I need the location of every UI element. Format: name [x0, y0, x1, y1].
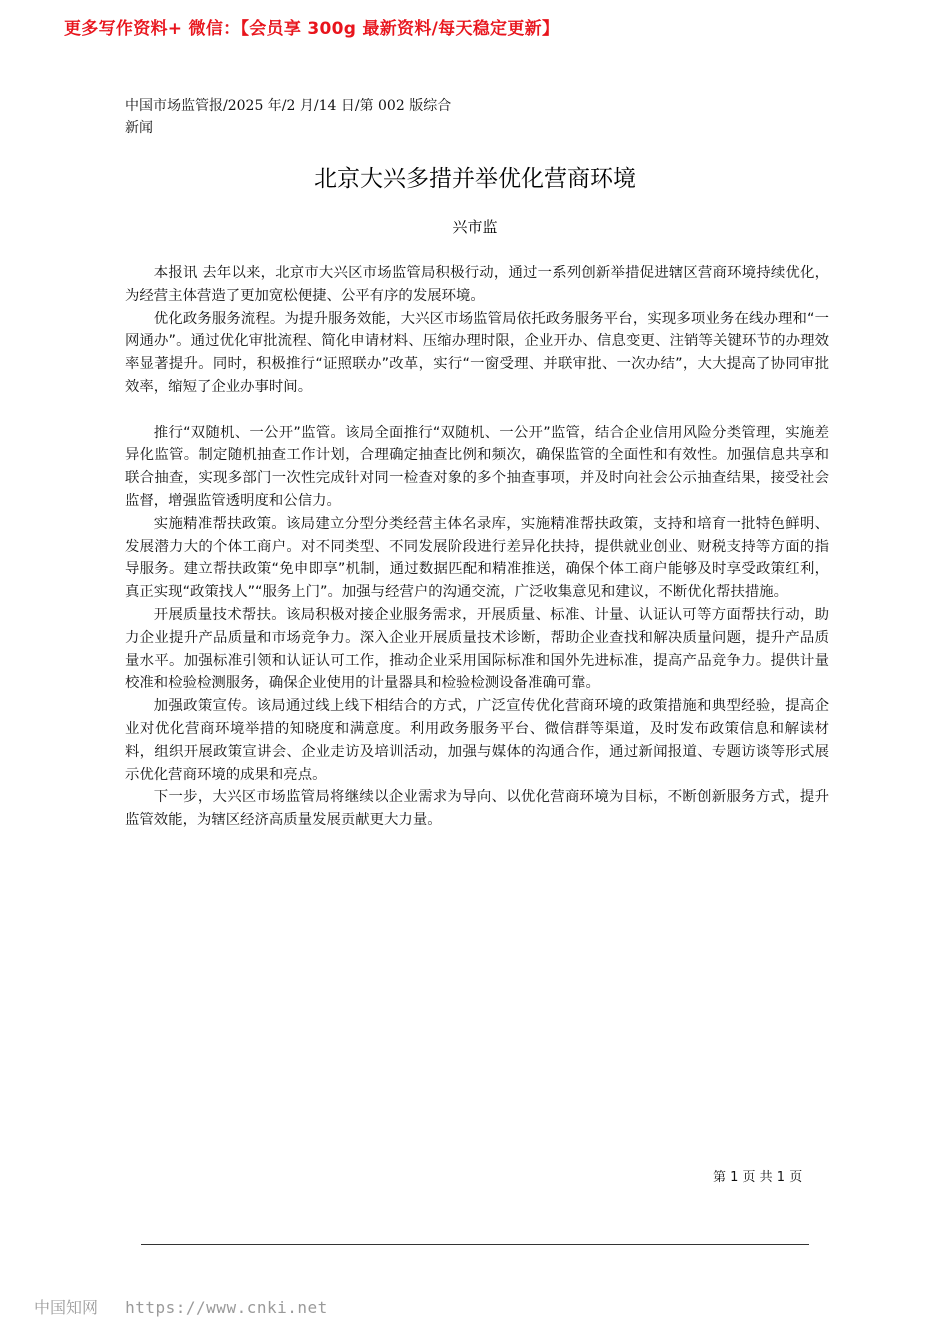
paragraph: 加强政策宣传。该局通过线上线下相结合的方式，广泛宣传优化营商环境的政策措施和典型经验，提高企业对优化营商环境举措的知晓度和满意度。利用政务服务平台、微信群等渠道，及时发布政策信息和解读材料，组织开展政策宣讲会、企业走访及培训活动，加强与媒体的沟通合作，通过新闻报道、专题访谈等形式展示优化营商环境的成果和亮点。 — [125, 698, 829, 783]
paragraph: 本报讯 去年以来，北京市大兴区市场监管局积极行动，通过一系列创新举措促进辖区营商环境持续优化，为经营主体营造了更加宽松便捷、公平有序的发展环境。 — [125, 265, 829, 304]
paragraph: 推行“双随机、一公开”监管。该局全面推行“双随机、一公开”监管，结合企业信用风险分类管理，实施差异化监管。制定随机抽查工作计划，合理确定抽查比例和频次，确保监管的全面性和有效性。加强信息共享和联合抽查，实现多部门一次性完成针对同一检查对象的多个抽查事项，并及时向社会公示抽查结果，接受社会监督，增强监管透明度和公信力。 — [125, 424, 829, 509]
article-body — [125, 262, 829, 832]
paragraph: 实施精准帮扶政策。该局建立分型分类经营主体名录库，实施精准帮扶政策，支持和培育一批特色鲜明、发展潜力大的个体工商户。对不同类型、不同发展阶段进行差异化扶持，提供就业创业、财税支持等方面的指导服务。建立帮扶政策“免申即享”机制，通过数据匹配和精准推送，确保个体工商户能够及时享受政策红利，真正实现“政策找人”“服务上门”。加强与经营户的沟通交流，广泛收集意见和建议，不断优化帮扶措施。 — [125, 515, 829, 601]
page-number: 第 1 页 共 1 页 — [713, 1170, 803, 1185]
footer — [34, 1295, 328, 1318]
article-title: 北京大兴多措并举优化营商环境 — [314, 166, 636, 192]
article-author: 兴市监 — [452, 218, 498, 236]
cnki-logo: 中国知网 — [34, 1298, 99, 1317]
paragraph: 开展质量技术帮扶。该局积极对接企业服务需求，开展质量、标准、计量、认证认可等方面帮扶行动，助力企业提升产品质量和市场竞争力。深入企业开展质量技术诊断，帮助企业查找和解决质量问题，提升产品质量水平。加强标准引领和认证认可工作，推动企业采用国际标准和国外先进标准，提高产品竞争力。提供计量校准和检验检测服务，确保企业使用的计量器具和检验检测设备准确可靠。 — [125, 606, 829, 692]
paragraph: 下一步，大兴区市场监管局将继续以企业需求为导向、以优化营商环境为目标，不断创新服务方式，提升监管效能，为辖区经济高质量发展贡献更大力量。 — [125, 789, 829, 829]
promo-banner: 更多写作资料+ 微信：【会员享 300g 最新资料/每天稳定更新】 — [64, 19, 560, 39]
cnki-url-link[interactable]: https://www.cnki.net — [125, 1298, 328, 1317]
paragraph: 优化政务服务流程。为提升服务效能，大兴区市场监管局依托政务服务平台，实现多项业务在线办理和“一网通办”。通过优化审批流程、简化申请材料、压缩办理时限，企业开办、信息变更、注销等关键环节的办理效率显著提升。同时，积极推行“证照联办”改革，实行“一窗受理、并联审批、一次办结”，大大提高了协同审批效率，缩短了企业办事时间。 — [125, 310, 829, 395]
footer-divider — [141, 1244, 809, 1245]
article-source: 中国市场监管报/2025 年/2 月/14 日/第 002 版综合新闻 — [125, 98, 452, 136]
